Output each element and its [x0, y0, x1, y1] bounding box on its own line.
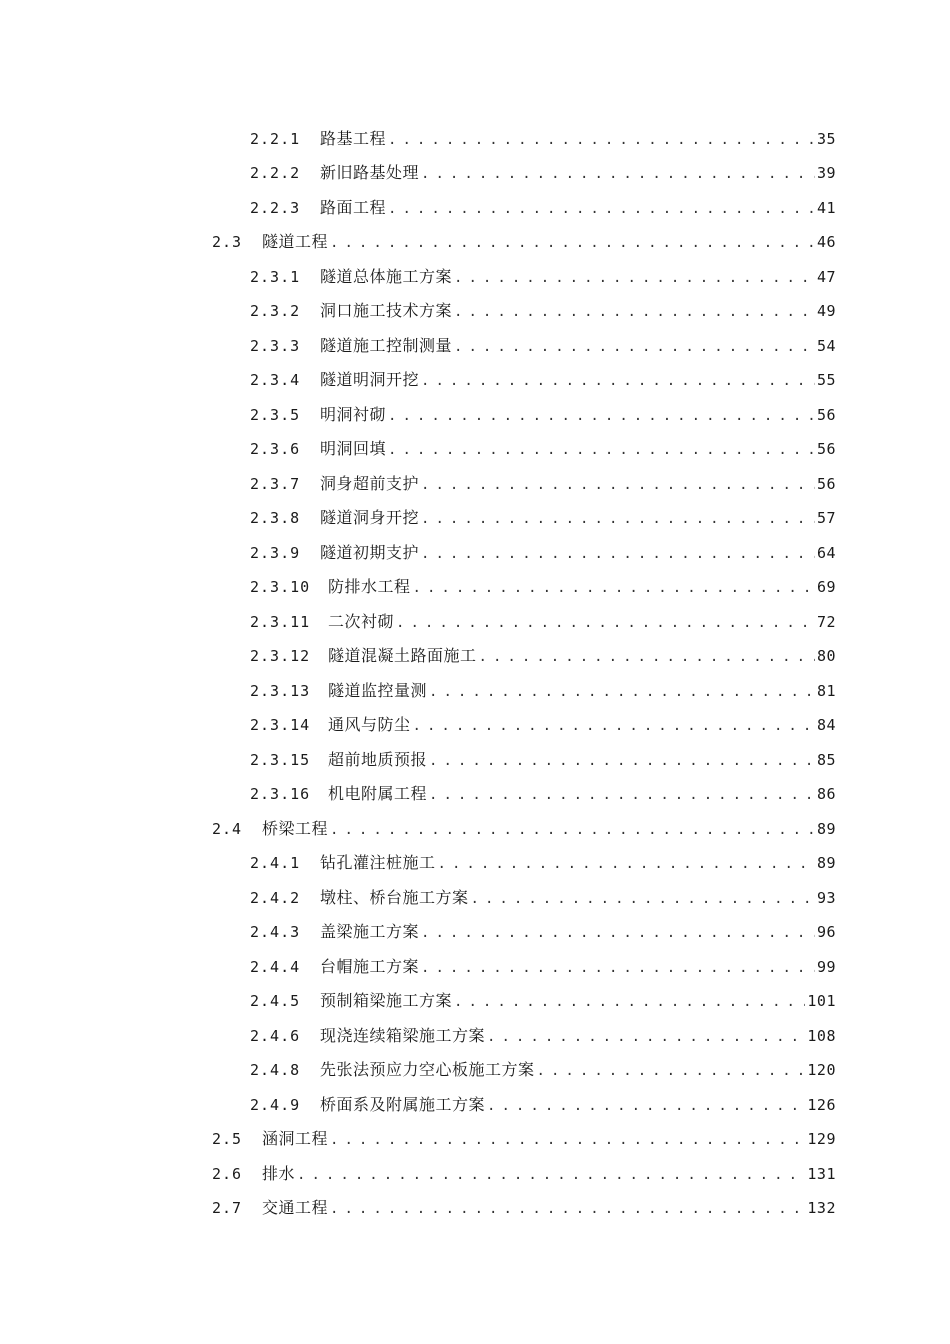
toc-entry-page-number: 89: [816, 819, 836, 838]
toc-entry-title: 路基工程: [320, 128, 387, 148]
toc-entry-number: 2.4.3: [250, 923, 301, 942]
toc-entry-title: 隧道监控量测: [328, 680, 428, 700]
toc-entry-line: [250, 540, 836, 563]
toc-entry-page-number: 93: [816, 888, 836, 907]
toc-entry[interactable]: [0, 1017, 950, 1052]
toc-entry-page-number: 35: [816, 129, 836, 148]
toc-entry-number: 2.2.1: [250, 129, 301, 148]
toc-entry-line: [250, 1057, 836, 1080]
toc-dot-leader: [454, 304, 815, 320]
toc-dot-leader: [297, 1167, 805, 1183]
toc-entry-number: 2.3.8: [250, 509, 301, 528]
toc-entry[interactable]: [0, 776, 950, 811]
toc-entry[interactable]: [0, 845, 950, 880]
toc-entry-page-number: 101: [807, 992, 836, 1011]
toc-entry-title: 排水: [262, 1163, 296, 1183]
toc-entry-number: 2.2.2: [250, 164, 301, 183]
toc-entry[interactable]: [0, 810, 950, 845]
toc-entry-title: 明洞衬砌: [320, 404, 387, 424]
toc-entry-line: [250, 988, 836, 1011]
toc-dot-leader: [421, 511, 815, 527]
toc-entry-page-number: 84: [816, 716, 836, 735]
toc-entry-page-number: 126: [807, 1095, 836, 1114]
toc-entry-page-number: 108: [807, 1026, 836, 1045]
toc-entry-line: [212, 1161, 836, 1184]
toc-entry-line: [250, 1023, 836, 1046]
toc-entry-line: [250, 160, 836, 183]
toc-entry-number: 2.4.4: [250, 957, 301, 976]
toc-entry-number: 2.3.12: [250, 647, 311, 666]
toc-entry-page-number: 80: [816, 647, 836, 666]
toc-entry-title: 通风与防尘: [328, 715, 411, 735]
toc-entry[interactable]: [0, 500, 950, 535]
toc-entry-title: 墩柱、桥台施工方案: [320, 887, 469, 907]
toc-entry[interactable]: [0, 224, 950, 259]
toc-entry[interactable]: [0, 1121, 950, 1156]
toc-entry-page-number: 56: [816, 474, 836, 493]
toc-entry-number: 2.3.3: [250, 336, 301, 355]
toc-entry-line: [250, 574, 836, 597]
toc-entry-number: 2.3: [212, 233, 243, 252]
toc-entry-page-number: 64: [816, 543, 836, 562]
toc-entry-title: 防排水工程: [328, 577, 411, 597]
toc-entry-number: 2.4: [212, 819, 243, 838]
toc-entry-page-number: 99: [816, 957, 836, 976]
toc-entry[interactable]: [0, 569, 950, 604]
toc-entry-page-number: 131: [807, 1164, 836, 1183]
toc-entry-line: [250, 195, 836, 218]
toc-dot-leader: [330, 1132, 805, 1148]
toc-dot-leader: [454, 994, 805, 1010]
toc-entry-line: [250, 505, 836, 528]
toc-entry-title: 台帽施工方案: [320, 956, 420, 976]
toc-entry-title: 洞口施工技术方案: [320, 301, 453, 321]
toc-entry-line: [250, 298, 836, 321]
toc-entry-page-number: 72: [816, 612, 836, 631]
toc-entry-title: 隧道混凝土路面施工: [328, 646, 477, 666]
toc-entry-number: 2.3.2: [250, 302, 301, 321]
toc-entry-line: [250, 367, 836, 390]
toc-entry[interactable]: [0, 1190, 950, 1225]
toc-entry-number: 2.3.1: [250, 267, 301, 286]
toc-entry-number: 2.3.6: [250, 440, 301, 459]
toc-dot-leader: [388, 201, 815, 217]
toc-entry-number: 2.3.10: [250, 578, 311, 597]
toc-dot-leader: [454, 270, 815, 286]
toc-entry[interactable]: [0, 638, 950, 673]
toc-entry-title: 隧道施工控制测量: [320, 335, 453, 355]
toc-entry-title: 洞身超前支护: [320, 473, 420, 493]
toc-entry-number: 2.3.13: [250, 681, 311, 700]
toc-entry-number: 2.4.8: [250, 1061, 301, 1080]
toc-entry-page-number: 46: [816, 233, 836, 252]
toc-entry-title: 机电附属工程: [328, 784, 428, 804]
toc-entry-line: [250, 919, 836, 942]
toc-entry-line: [250, 643, 836, 666]
toc-entry-title: 钻孔灌注桩施工: [320, 853, 436, 873]
toc-entry[interactable]: [0, 1155, 950, 1190]
toc-dot-leader: [330, 822, 815, 838]
toc-dot-leader: [537, 1063, 806, 1079]
toc-entry-number: 2.5: [212, 1130, 243, 1149]
toc-dot-leader: [421, 477, 815, 493]
toc-dot-leader: [388, 408, 815, 424]
toc-entry-page-number: 41: [816, 198, 836, 217]
toc-entry-number: 2.4.1: [250, 854, 301, 873]
toc-entry-number: 2.7: [212, 1199, 243, 1218]
toc-entry-title: 涵洞工程: [262, 1129, 329, 1149]
toc-entry[interactable]: [0, 672, 950, 707]
toc-entry-line: [250, 436, 836, 459]
toc-entry-page-number: 39: [816, 164, 836, 183]
toc-entry-line: [212, 1126, 836, 1149]
toc-dot-leader: [396, 615, 815, 631]
toc-entry-number: 2.2.3: [250, 198, 301, 217]
toc-dot-leader: [421, 546, 815, 562]
toc-entry-line: [250, 609, 836, 632]
toc-entry-number: 2.3.9: [250, 543, 301, 562]
toc-entry-title: 二次衬砌: [328, 611, 395, 631]
toc-dot-leader: [388, 132, 815, 148]
toc-entry[interactable]: [0, 948, 950, 983]
toc-dot-leader: [388, 442, 815, 458]
toc-entry-title: 交通工程: [262, 1198, 329, 1218]
toc-entry-page-number: 54: [816, 336, 836, 355]
toc-dot-leader: [413, 718, 815, 734]
toc-entry-line: [212, 816, 836, 839]
toc-entry-title: 隧道明洞开挖: [320, 370, 420, 390]
table-of-contents: [0, 120, 950, 1224]
toc-dot-leader: [487, 1029, 805, 1045]
toc-dot-leader: [454, 339, 815, 355]
toc-entry[interactable]: [0, 603, 950, 638]
toc-entry-page-number: 56: [816, 405, 836, 424]
toc-entry[interactable]: [0, 465, 950, 500]
toc-entry-page-number: 132: [807, 1199, 836, 1218]
toc-entry[interactable]: [0, 914, 950, 949]
toc-entry-line: [250, 1092, 836, 1115]
toc-entry-line: [250, 781, 836, 804]
toc-entry-page-number: 120: [807, 1061, 836, 1080]
toc-entry-number: 2.3.16: [250, 785, 311, 804]
toc-entry-number: 2.6: [212, 1164, 243, 1183]
toc-entry-page-number: 129: [807, 1130, 836, 1149]
toc-dot-leader: [421, 373, 815, 389]
toc-dot-leader: [421, 166, 815, 182]
toc-entry-page-number: 56: [816, 440, 836, 459]
toc-dot-leader: [330, 235, 815, 251]
toc-entry-line: [250, 402, 836, 425]
toc-entry-number: 2.3.14: [250, 716, 311, 735]
toc-entry[interactable]: [0, 1052, 950, 1087]
toc-entry-title: 隧道洞身开挖: [320, 508, 420, 528]
toc-dot-leader: [479, 649, 815, 665]
toc-entry-page-number: 69: [816, 578, 836, 597]
toc-entry-line: [212, 1195, 836, 1218]
toc-entry[interactable]: [0, 396, 950, 431]
toc-entry[interactable]: [0, 534, 950, 569]
toc-entry-line: [250, 264, 836, 287]
toc-entry[interactable]: [0, 258, 950, 293]
toc-entry-number: 2.3.5: [250, 405, 301, 424]
toc-entry-number: 2.4.2: [250, 888, 301, 907]
toc-entry-title: 隧道总体施工方案: [320, 266, 453, 286]
toc-dot-leader: [421, 925, 815, 941]
toc-entry-line: [250, 954, 836, 977]
toc-entry-page-number: 86: [816, 785, 836, 804]
toc-entry-title: 先张法预应力空心板施工方案: [320, 1060, 535, 1080]
toc-entry-line: [250, 333, 836, 356]
toc-entry[interactable]: [0, 707, 950, 742]
toc-entry-number: 2.4.6: [250, 1026, 301, 1045]
toc-entry-number: 2.3.15: [250, 750, 311, 769]
toc-entry-number: 2.3.11: [250, 612, 311, 631]
toc-entry-page-number: 81: [816, 681, 836, 700]
toc-entry[interactable]: [0, 741, 950, 776]
toc-entry-page-number: 47: [816, 267, 836, 286]
toc-entry[interactable]: [0, 879, 950, 914]
toc-entry-number: 2.4.5: [250, 992, 301, 1011]
toc-dot-leader: [429, 753, 815, 769]
toc-entry-line: [250, 850, 836, 873]
toc-entry[interactable]: [0, 431, 950, 466]
toc-entry-line: [212, 229, 836, 252]
toc-entry-page-number: 85: [816, 750, 836, 769]
toc-entry-number: 2.3.4: [250, 371, 301, 390]
toc-entry-page-number: 96: [816, 923, 836, 942]
toc-entry-title: 隧道工程: [262, 232, 329, 252]
toc-entry-title: 桥梁工程: [262, 818, 329, 838]
toc-entry-page-number: 55: [816, 371, 836, 390]
toc-dot-leader: [438, 856, 815, 872]
toc-entry-title: 新旧路基处理: [320, 163, 420, 183]
toc-entry-title: 明洞回填: [320, 439, 387, 459]
toc-entry[interactable]: [0, 155, 950, 190]
toc-dot-leader: [413, 580, 815, 596]
toc-entry[interactable]: [0, 293, 950, 328]
toc-entry-title: 路面工程: [320, 197, 387, 217]
toc-dot-leader: [487, 1098, 805, 1114]
toc-dot-leader: [429, 787, 815, 803]
toc-dot-leader: [471, 891, 815, 907]
toc-entry-line: [250, 126, 836, 149]
toc-entry-title: 桥面系及附属施工方案: [320, 1094, 486, 1114]
toc-entry-page-number: 49: [816, 302, 836, 321]
toc-entry-title: 现浇连续箱梁施工方案: [320, 1025, 486, 1045]
toc-entry-page-number: 57: [816, 509, 836, 528]
toc-entry[interactable]: [0, 362, 950, 397]
toc-entry-number: 2.4.9: [250, 1095, 301, 1114]
toc-entry-line: [250, 471, 836, 494]
toc-entry-number: 2.3.7: [250, 474, 301, 493]
toc-entry[interactable]: [0, 1086, 950, 1121]
toc-entry[interactable]: [0, 189, 950, 224]
toc-entry-line: [250, 885, 836, 908]
toc-entry-page-number: 89: [816, 854, 836, 873]
toc-entry-title: 隧道初期支护: [320, 542, 420, 562]
toc-entry[interactable]: [0, 983, 950, 1018]
toc-entry-line: [250, 712, 836, 735]
toc-entry-line: [250, 747, 836, 770]
toc-entry[interactable]: [0, 120, 950, 155]
toc-entry-line: [250, 678, 836, 701]
toc-dot-leader: [429, 684, 815, 700]
toc-dot-leader: [421, 960, 815, 976]
toc-dot-leader: [330, 1201, 805, 1217]
toc-entry-title: 盖梁施工方案: [320, 922, 420, 942]
toc-entry-title: 预制箱梁施工方案: [320, 991, 453, 1011]
toc-entry[interactable]: [0, 327, 950, 362]
toc-entry-title: 超前地质预报: [328, 749, 428, 769]
